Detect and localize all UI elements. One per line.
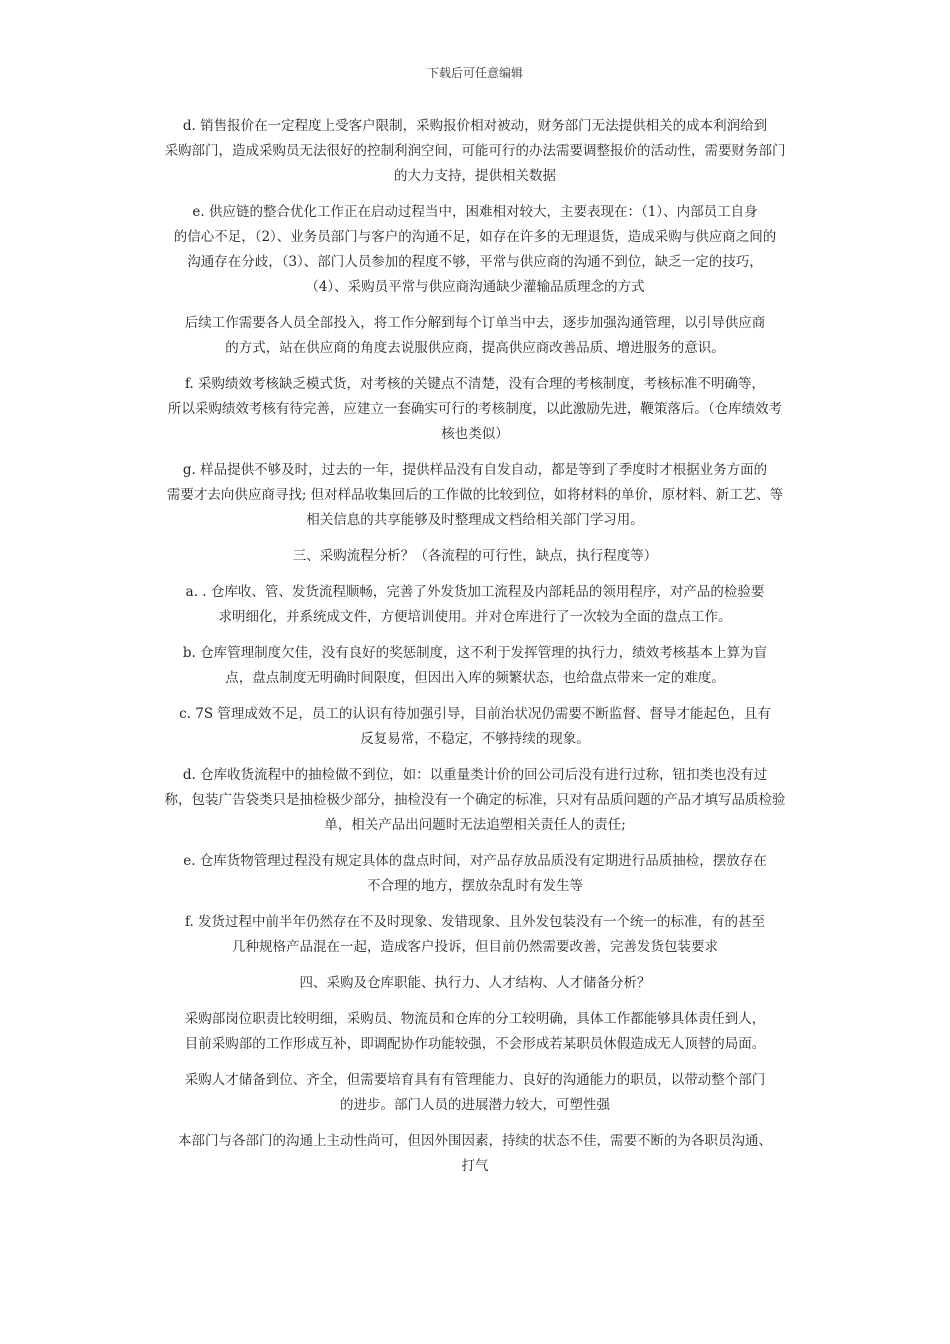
- paragraph: [142, 849, 808, 899]
- paragraph: [142, 1129, 808, 1179]
- paragraph: [142, 763, 808, 838]
- section-heading: 三、采购流程分析？（各流程的可行性，缺点，执行程度等）: [292, 548, 658, 564]
- section-heading: 四、采购及仓库职能、执行力、人才结构、人才储备分析？: [299, 975, 651, 991]
- paragraph-line: d. 销售报价在一定程度上受客户限制，采购报价相对被动，财务部门无法提供相关的成本利润给到: [182, 118, 768, 134]
- paragraph: [142, 580, 808, 630]
- paragraph: [142, 458, 808, 533]
- paragraph-line: e. 仓库货物管理过程没有规定具体的盘点时间，对产品存放品质没有定期进行品质抽检，摆放存在: [183, 853, 767, 869]
- page-header: 下载后可任意编辑: [426, 66, 523, 80]
- paragraph-line: d. 仓库收货流程中的抽检做不到位，如：以重量类计价的回公司后没有进行过称，钮扣类也没有过: [182, 767, 768, 783]
- paragraph-line: 后续工作需要各人员全部投入，将工作分解到每个订单当中去，逐步加强沟通管理，以引导供应商: [184, 315, 766, 331]
- paragraph-line: （4）、采购员平常与供应商沟通缺少灌输品质理念的方式: [305, 279, 645, 295]
- document-body: [142, 114, 808, 1179]
- paragraph: [142, 702, 808, 752]
- paragraph: [142, 114, 808, 189]
- paragraph-line: 点，盘点制度无明确时间限度，但因出入库的频繁状态，也给盘点带来一定的难度。: [225, 670, 725, 686]
- paragraph-line: e. 供应链的整合优化工作正在启动过程当中，困难相对较大，主要表现在：（1）、内部员工自身: [192, 204, 758, 220]
- paragraph-line: 单，相关产品出问题时无法追塑相关责任人的责任;: [324, 817, 626, 833]
- paragraph-line: 的方式，站在供应商的角度去说服供应商，提高供应商改善品质、增进服务的意识。: [225, 340, 725, 356]
- paragraph-line: 核也类似）: [441, 426, 509, 442]
- paragraph-line: f. 发货过程中前半年仍然存在不及时现象、发错现象、且外发包装没有一个统一的标准，有的甚至: [184, 914, 766, 930]
- paragraph-line: 采购部门，造成采购员无法很好的控制利润空间，可能可行的办法需要调整报价的活动性，需要财务部门: [164, 143, 786, 159]
- paragraph: [142, 200, 808, 300]
- paragraph-line: 沟通存在分歧，（3）、部门人员参加的程度不够，平常与供应商的沟通不到位，缺乏一定的技巧，: [187, 254, 763, 270]
- paragraph-line: 采购人才储备到位、齐全，但需要培育具有有管理能力、良好的沟通能力的职员，以带动整个部门: [184, 1072, 766, 1088]
- paragraph-line: 需要才去向供应商寻找; 但对样品收集回后的工作做的比较到位，如将材料的单价，原材料、新工艺、等: [166, 487, 784, 503]
- paragraph-line: 打气: [461, 1158, 489, 1174]
- paragraph-line: 目前采购部的工作形成互补，即调配协作功能较强，不会形成若某职员休假造成无人顶替的局面。: [184, 1036, 766, 1052]
- paragraph: [142, 311, 808, 361]
- paragraph-line: 不合理的地方，摆放杂乱时有发生等: [367, 878, 583, 894]
- paragraph: [142, 1007, 808, 1057]
- paragraph-line: 称，包装广告袋类只是抽检极少部分，抽检没有一个确定的标准，只对有品质问题的产品才填写品质检验: [164, 792, 786, 808]
- paragraph-line: 采购部岗位职责比较明细，采购员、物流员和仓库的分工较明确，具体工作都能够具体责任到人，: [184, 1011, 766, 1027]
- paragraph-line: b. 仓库管理制度欠佳，没有良好的奖惩制度，这不利于发挥管理的执行力，绩效考核基本上算为盲: [182, 645, 768, 661]
- paragraph-line: 所以采购绩效考核有待完善，应建立一套确实可行的考核制度，以此激励先进，鞭策落后。（仓库绩效考: [167, 401, 783, 417]
- paragraph-line: 的进步。部门人员的进展潜力较大，可塑性强: [340, 1097, 610, 1113]
- paragraph-line: f. 采购绩效考核缺乏模式货，对考核的关键点不清楚，没有合理的考核制度，考核标准不明确等，: [184, 376, 766, 392]
- paragraph-line: 相关信息的共享能够及时整理成文档给相关部门学习用。: [306, 512, 644, 528]
- paragraph-line: 反复易常，不稳定，不够持续的现象。: [360, 731, 590, 747]
- paragraph: [142, 372, 808, 447]
- paragraph-line: 本部门与各部门的沟通上主动性尚可，但因外围因素，持续的状态不佳，需要不断的为各职员沟通、: [178, 1133, 772, 1149]
- paragraph: [142, 1068, 808, 1118]
- paragraph: [142, 641, 808, 691]
- paragraph-line: a. . 仓库收、管、发货流程顺畅，完善了外发货加工流程及内部耗品的领用程序，对产品的检验要: [185, 584, 765, 600]
- paragraph: [142, 910, 808, 960]
- paragraph-line: 的大力支持，提供相关数据: [394, 168, 556, 184]
- paragraph-line: c. 7S 管理成效不足，员工的认识有待加强引导，目前治状况仍需要不断监督、督导才能起色，且有: [179, 706, 771, 722]
- paragraph-line: 求明细化，并系统成文件，方便培训使用。并对仓库进行了一次较为全面的盘点工作。: [218, 609, 732, 625]
- paragraph-line: 的信心不足，（2）、业务员部门与客户的沟通不足，如存在许多的无理退货，造成采购与供应商之间的: [173, 229, 777, 245]
- paragraph-line: 几种规格产品混在一起，造成客户投诉，但目前仍然需要改善，完善发货包装要求: [232, 939, 718, 955]
- paragraph-line: g. 样品提供不够及时，过去的一年，提供样品没有自发自动，都是等到了季度时才根据业务方面的: [182, 462, 768, 478]
